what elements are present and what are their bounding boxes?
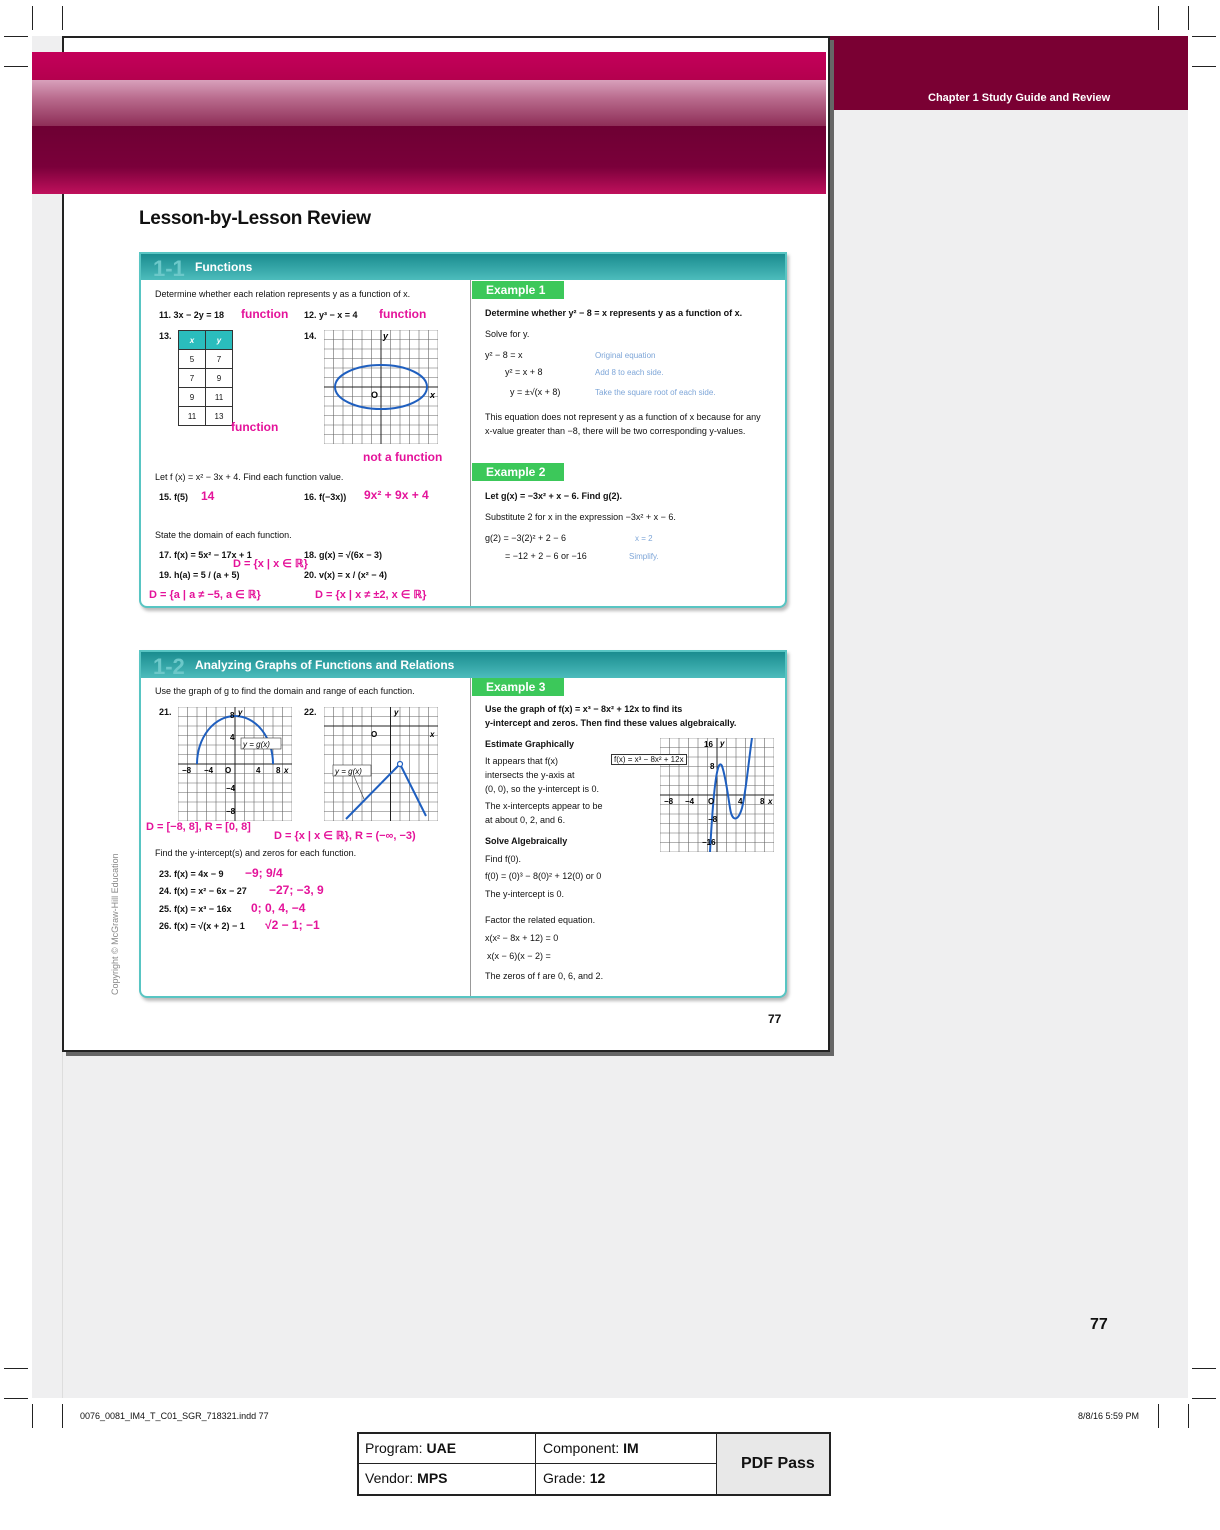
section-header	[141, 652, 785, 678]
example-note: Add 8 to each side.	[595, 368, 664, 377]
question-16: 16. f(−3x))	[304, 492, 347, 502]
svg-text:y = g(x): y = g(x)	[243, 740, 270, 749]
svg-text:x: x	[284, 766, 289, 775]
page-number: 77	[768, 1012, 782, 1026]
table-row	[179, 407, 233, 426]
divider	[359, 1463, 716, 1464]
table-cell: 13	[206, 407, 233, 426]
answer-11: function	[241, 307, 289, 321]
example-step: y² − 8 = x	[485, 350, 523, 360]
crop-mark	[4, 36, 28, 37]
svg-text:4: 4	[738, 797, 743, 806]
table-row	[179, 388, 233, 407]
component-label: Component:	[543, 1440, 624, 1456]
section-header	[141, 254, 785, 280]
example-text: Factor the related equation.	[485, 915, 596, 925]
table-header-x: x	[179, 331, 206, 350]
crop-mark	[32, 6, 33, 30]
table-header-y: y	[206, 331, 233, 350]
graph-label: f(x) = x³ − 8x² + 12x	[611, 754, 687, 765]
program-label: Program:	[365, 1440, 427, 1456]
vendor-value: MPS	[417, 1470, 448, 1486]
header-band	[32, 52, 826, 80]
svg-text:y: y	[394, 708, 399, 717]
ellipse-graph	[324, 330, 438, 444]
question-12: 12. y³ − x = 4	[304, 310, 358, 320]
divider	[535, 1434, 536, 1494]
instructions: Determine whether each relation represents y as a function of x.	[155, 289, 411, 299]
estimate-heading: Estimate Graphically	[485, 739, 575, 749]
xy-table	[178, 330, 233, 426]
info-box	[357, 1432, 831, 1496]
example-step: = −12 + 2 − 6 or −16	[505, 551, 587, 561]
vendor-field	[365, 1470, 448, 1486]
svg-text:−4: −4	[685, 797, 695, 806]
crop-mark	[1188, 1404, 1189, 1428]
example-3-label: Example 3	[472, 678, 564, 696]
crop-mark	[1192, 66, 1216, 67]
svg-text:−8: −8	[182, 766, 192, 775]
example-step: f(0) = (0)³ − 8(0)² + 12(0) or 0	[485, 871, 602, 881]
svg-text:O: O	[371, 730, 378, 739]
instructions: Let f (x) = x² − 3x + 4. Find each function value.	[155, 472, 344, 482]
example-note: Take the square root of each side.	[595, 388, 716, 397]
crop-mark	[32, 1404, 33, 1428]
svg-text:O: O	[371, 390, 379, 400]
crop-mark	[4, 66, 28, 67]
question-19: 19. h(a) = 5 / (a + 5)	[159, 570, 240, 580]
file-date: 8/8/16 5:59 PM	[1078, 1411, 1140, 1421]
svg-text:x: x	[430, 730, 435, 739]
example-step: x(x² − 8x + 12) = 0	[485, 933, 559, 943]
svg-text:O: O	[225, 766, 232, 775]
svg-text:−16: −16	[702, 838, 716, 847]
section-title: Analyzing Graphs of Functions and Relations	[195, 658, 455, 672]
example-step: y² = x + 8	[505, 367, 543, 377]
table-cell: 11	[206, 388, 233, 407]
example-text: at about 0, 2, and 6.	[485, 815, 566, 825]
question-18: 18. g(x) = √(6x − 3)	[304, 550, 382, 560]
crop-mark	[62, 6, 63, 30]
question-17: 17. f(x) = 5x² − 17x + 1	[159, 550, 252, 560]
example-text: intersects the y-axis at	[485, 770, 575, 780]
answer-26: √2 − 1; −1	[265, 918, 320, 932]
example-step: x(x − 6)(x − 2) =	[487, 951, 551, 961]
svg-text:8: 8	[276, 766, 281, 775]
svg-text:−8: −8	[226, 807, 236, 816]
instructions: Find the y-intercept(s) and zeros for each function.	[155, 848, 357, 858]
svg-text:O: O	[708, 797, 715, 806]
column-divider	[470, 280, 471, 606]
section-number: 1-2	[153, 654, 185, 679]
svg-text:−4: −4	[204, 766, 214, 775]
table-cell: 7	[206, 350, 233, 369]
svg-text:8: 8	[230, 711, 235, 720]
example-text: Solve for y.	[485, 329, 530, 339]
pdf-pass: PDF Pass	[741, 1455, 815, 1472]
outer-page-number: 77	[1090, 1316, 1108, 1333]
example-step: g(2) = −3(2)² + 2 − 6	[485, 533, 567, 543]
crop-mark	[1188, 6, 1189, 30]
semicircle-graph	[178, 707, 292, 821]
header-band	[32, 80, 826, 126]
example-1-question: Determine whether y² − 8 = x represents y as a function of x.	[485, 308, 743, 318]
answer-17: D = {x | x ∈ ℝ}	[233, 558, 308, 570]
question-15: 15. f(5)	[159, 492, 189, 502]
copyright: Copyright © McGraw-Hill Education	[110, 853, 120, 995]
table-row	[179, 350, 233, 369]
chapter-header: Chapter 1 Study Guide and Review	[928, 92, 1111, 104]
grade-label: Grade:	[543, 1470, 590, 1486]
crop-mark	[62, 1404, 63, 1428]
crop-mark	[1192, 1368, 1216, 1369]
svg-text:y = g(x): y = g(x)	[335, 767, 362, 776]
solve-heading: Solve Algebraically	[485, 836, 568, 846]
column-divider	[470, 678, 471, 996]
example-step: y = ±√(x + 8)	[510, 387, 561, 397]
answer-20: D = {x | x ≠ ±2, x ∈ ℝ}	[315, 589, 427, 601]
example-1-label: Example 1	[472, 281, 564, 299]
example-3-question: y-intercept and zeros. Then find these values algebraically.	[485, 718, 737, 728]
example-text: Substitute 2 for x in the expression −3x² + x − 6.	[485, 512, 676, 522]
example-3-question: Use the graph of f(x) = x³ − 8x² + 12x to find its	[485, 704, 683, 714]
answer-24: −27; −3, 9	[269, 883, 324, 897]
left-margin	[32, 194, 64, 1048]
example-text: The x-intercepts appear to be	[485, 801, 603, 811]
example-text: (0, 0), so the y-intercept is 0.	[485, 784, 600, 794]
svg-text:16: 16	[704, 740, 713, 749]
answer-16: 9x² + 9x + 4	[364, 488, 429, 502]
svg-text:−8: −8	[708, 815, 718, 824]
header-band	[32, 126, 826, 194]
answer-15: 14	[201, 489, 215, 503]
answer-13: function	[231, 420, 279, 434]
answer-14: not a function	[363, 450, 443, 464]
question-13: 13.	[159, 331, 172, 341]
section-number: 1-1	[153, 256, 185, 281]
svg-text:8: 8	[710, 762, 715, 771]
page-edge	[62, 1048, 63, 1398]
example-text: It appears that f(x)	[485, 756, 559, 766]
question-23: 23. f(x) = 4x − 9	[159, 869, 224, 879]
answer-23: −9; 9/4	[245, 866, 283, 880]
svg-text:−8: −8	[664, 797, 674, 806]
crop-mark	[4, 1398, 28, 1399]
example-text: This equation does not represent y as a function of x because for any	[485, 412, 761, 422]
component-field	[543, 1440, 639, 1456]
table-cell: 9	[179, 388, 206, 407]
question-22: 22.	[304, 707, 317, 717]
answer-12: function	[379, 307, 427, 321]
crop-mark	[1158, 1404, 1159, 1428]
svg-text:x: x	[430, 390, 436, 400]
question-14: 14.	[304, 331, 317, 341]
answer-22: D = {x | x ∈ ℝ}, R = (−∞, −3)	[274, 830, 416, 842]
question-24: 24. f(x) = x² − 6x − 27	[159, 886, 247, 896]
example-2-label: Example 2	[472, 463, 564, 481]
v-shape-graph	[324, 707, 438, 821]
svg-text:−4: −4	[226, 784, 236, 793]
section-1-2-panel	[139, 650, 787, 998]
question-26: 26. f(x) = √(x + 2) − 1	[159, 921, 245, 931]
answer-19: D = {a | a ≠ −5, a ∈ ℝ}	[149, 589, 261, 601]
grade-value: 12	[589, 1470, 606, 1486]
question-21: 21.	[159, 707, 172, 717]
file-name: 0076_0081_IM4_T_C01_SGR_718321.indd 77	[80, 1411, 269, 1421]
table-cell: 7	[179, 369, 206, 388]
question-20: 20. v(x) = x / (x² − 4)	[304, 570, 388, 580]
svg-text:y: y	[238, 708, 243, 717]
answer-25: 0; 0, 4, −4	[251, 901, 306, 915]
grade-field	[543, 1470, 605, 1486]
answer-21: D = [−8, 8], R = [0, 8]	[146, 821, 251, 833]
example-text: x-value greater than −8, there will be two corresponding y-values.	[485, 426, 746, 436]
crop-mark	[1192, 1398, 1216, 1399]
svg-text:4: 4	[230, 733, 235, 742]
component-value: IM	[623, 1440, 639, 1456]
question-25: 25. f(x) = x³ − 16x	[159, 904, 232, 914]
example-text: Find f(0).	[485, 854, 522, 864]
crop-mark	[4, 1368, 28, 1369]
example-text: The y-intercept is 0.	[485, 889, 565, 899]
vendor-label: Vendor:	[365, 1470, 418, 1486]
svg-text:4: 4	[256, 766, 261, 775]
table-row	[179, 369, 233, 388]
example-text: The zeros of f are 0, 6, and 2.	[485, 971, 604, 981]
example-2-question: Let g(x) = −3x² + x − 6. Find g(2).	[485, 491, 623, 501]
table-cell: 5	[179, 350, 206, 369]
instructions: Use the graph of g to find the domain and range of each function.	[155, 686, 415, 696]
table-cell: 11	[179, 407, 206, 426]
program-field	[365, 1440, 456, 1456]
section-title: Functions	[195, 260, 253, 274]
page-title: Lesson-by-Lesson Review	[139, 208, 371, 229]
crop-mark	[1192, 36, 1216, 37]
program-value: UAE	[426, 1440, 457, 1456]
example-note: Simplify.	[629, 552, 659, 561]
svg-text:y: y	[720, 739, 725, 748]
svg-text:x: x	[768, 797, 773, 806]
table-cell: 9	[206, 369, 233, 388]
svg-text:y: y	[383, 331, 389, 341]
crop-mark	[1158, 6, 1159, 30]
svg-text:8: 8	[760, 797, 765, 806]
section-1-1-panel	[139, 252, 787, 608]
example-note: Original equation	[595, 351, 656, 360]
example-note: x = 2	[635, 534, 653, 543]
question-11: 11. 3x − 2y = 18	[159, 310, 225, 320]
instructions: State the domain of each function.	[155, 530, 292, 540]
